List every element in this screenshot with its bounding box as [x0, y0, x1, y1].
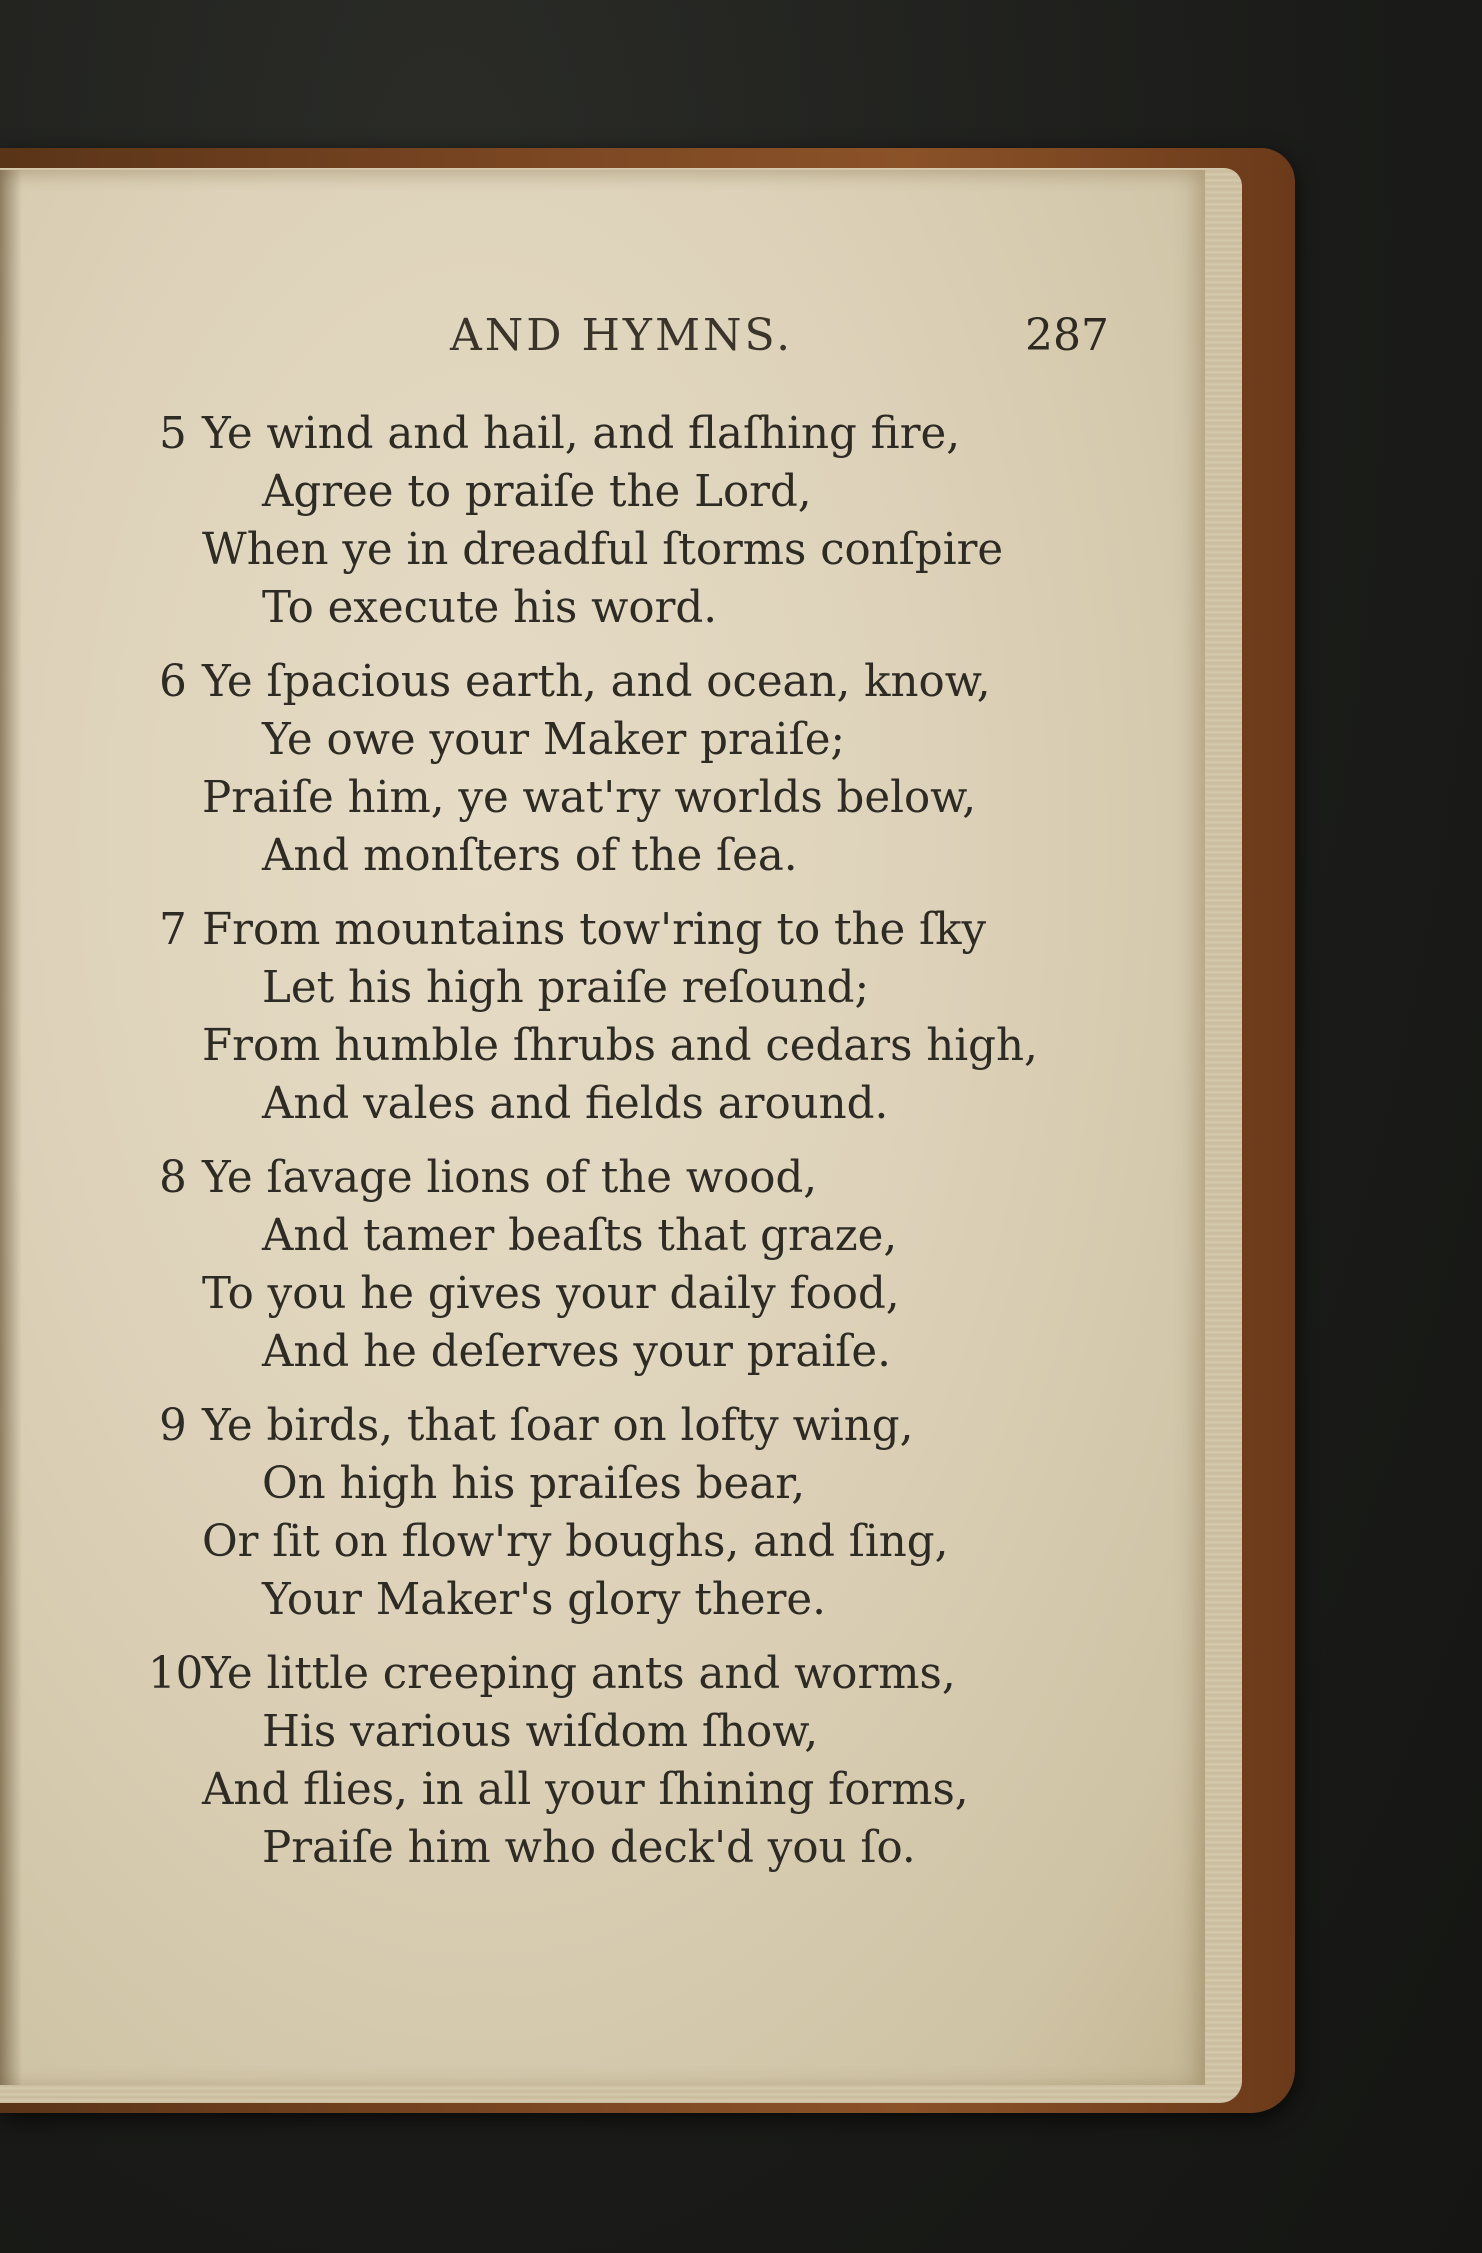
verse-line: On high his praiſes bear, [262, 1459, 806, 1509]
verse-line: To execute his word. [262, 583, 718, 633]
verse-line: Ye owe your Maker praiſe; [262, 715, 846, 765]
running-head: AND HYMNS. [450, 310, 794, 361]
stanza-6 [0, 653, 1205, 885]
verse-line: Ye birds, that ſoar on lofty wing, [202, 1401, 914, 1451]
stanza-7 [0, 901, 1205, 1133]
stanza-number: 10 [148, 1649, 204, 1699]
stanza-8 [0, 1149, 1205, 1381]
stanza-10 [0, 1645, 1205, 1877]
verse-line: Agree to praiſe the Lord, [262, 467, 812, 517]
verse-line: And monſters of the ſea. [262, 831, 798, 881]
verse-line: To you he gives your daily food, [202, 1269, 900, 1319]
verse-line: Ye ſpacious earth, and ocean, know, [202, 657, 991, 707]
verse-line: From humble ſhrubs and cedars high, [202, 1021, 1038, 1071]
verse-line: When ye in dreadful ſtorms conſpire [202, 525, 1004, 575]
stanza-9 [0, 1397, 1205, 1629]
stanza-number: 5 [159, 409, 187, 459]
verse-line: Your Maker's glory there. [262, 1575, 826, 1625]
verse-line: Ye wind and hail, and flaſhing fire, [202, 409, 961, 459]
verse-line: Praiſe him who deck'd you ſo. [262, 1823, 916, 1873]
verse-line: Praiſe him, ye wat'ry worlds below, [202, 773, 977, 823]
stanza-number: 7 [159, 905, 187, 955]
verse-line: And vales and fields around. [262, 1079, 889, 1129]
hymn-text [0, 405, 1205, 1893]
verse-line: Ye little creeping ants and worms, [202, 1649, 956, 1699]
verse-line: Ye ſavage lions of the wood, [202, 1153, 818, 1203]
page-header [0, 310, 1205, 380]
verse-line: And he deſerves your praiſe. [262, 1327, 891, 1377]
page-number: 287 [1025, 310, 1109, 361]
verse-line: And tamer beaſts that graze, [262, 1211, 898, 1261]
verse-line: And flies, in all your ſhining forms, [202, 1765, 969, 1815]
verse-line: Let his high praiſe reſound; [262, 963, 870, 1013]
stanza-number: 6 [159, 657, 187, 707]
stanza-number: 9 [159, 1401, 187, 1451]
stanza-5 [0, 405, 1205, 637]
verse-line: From mountains tow'ring to the ſky [202, 905, 987, 955]
verse-line: Or ſit on flow'ry boughs, and ſing, [202, 1517, 949, 1567]
stanza-number: 8 [159, 1153, 187, 1203]
verse-line: His various wiſdom ſhow, [262, 1707, 819, 1757]
